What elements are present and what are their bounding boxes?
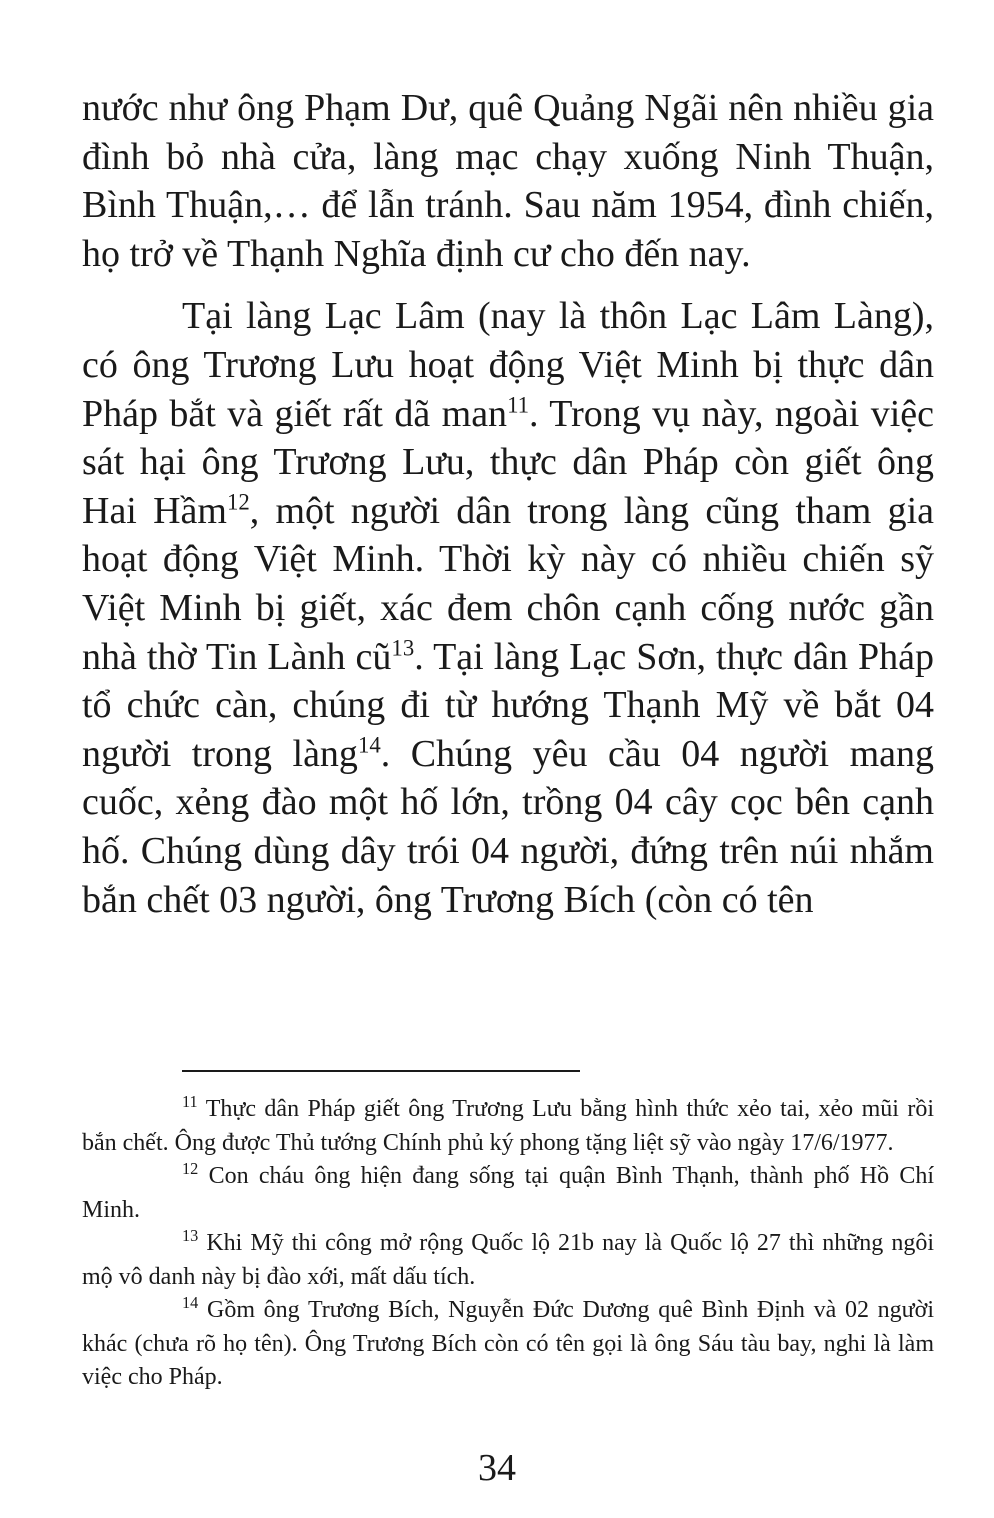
paragraph-2 xyxy=(82,292,934,924)
text-run: Tại làng Lạc Lâm (nay là thôn Lạc Lâm Làng), có ông Trương Lưu hoạt động Việt Minh bị thực dân Pháp bắt và giết rất dã man xyxy=(82,295,934,435)
footnote-11 xyxy=(82,1093,934,1160)
text-run: . Chúng yêu cầu 04 người mang cuốc, xẻng đào một hố lớn, trồng 04 cây cọc bên cạnh hố. Chúng dùng dây trói 04 người, đứng trên núi nhắm bắn chết 03 người, ông Trương Bích (còn có tên xyxy=(82,732,934,921)
footnote-ref-14[interactable]: 14 xyxy=(357,732,381,758)
footnote-12 xyxy=(82,1160,934,1227)
text-run: . Trong vụ này, ngoài việc sát hại ông Trương Lưu, thực dân Pháp còn giết ông Hai Hầm xyxy=(82,392,934,532)
footnote-number: 12 xyxy=(182,1159,199,1178)
text-run: . Tại làng Lạc Sơn, thực dân Pháp tổ chức càn, chúng đi từ hướng Thạnh Mỹ về bắt 04 người trong làng xyxy=(82,635,934,775)
text-run: nước như ông Phạm Dư, quê Quảng Ngãi nên nhiều gia đình bỏ nhà cửa, làng mạc chạy xuống Ninh Thuận, Bình Thuận,… để lẫn tránh. Sau năm 1954, đình chiến, họ trở về Thạnh Nghĩa định cư cho đến nay. xyxy=(82,87,934,275)
footnote-14 xyxy=(82,1294,934,1395)
footnote-text: Con cháu ông hiện đang sống tại quận Bình Thạnh, thành phố Hồ Chí Minh. xyxy=(82,1163,934,1223)
footnote-number: 14 xyxy=(182,1293,199,1312)
footnote-ref-11[interactable]: 11 xyxy=(507,391,530,417)
footnote-13 xyxy=(82,1227,934,1294)
footnotes xyxy=(82,1093,934,1395)
footnote-ref-13[interactable]: 13 xyxy=(391,634,415,660)
footnote-text: Khi Mỹ thi công mở rộng Quốc lộ 21b nay là Quốc lộ 27 thì những ngôi mộ vô danh này bị đào xới, mất dấu tích. xyxy=(82,1230,934,1290)
main-text xyxy=(82,84,934,924)
footnote-text: Gồm ông Trương Bích, Nguyễn Đức Dương quê Bình Định và 02 người khác (chưa rõ họ tên). Ông Trương Bích còn có tên gọi là ông Sáu tàu bay, nghi là làm việc cho Pháp. xyxy=(82,1297,934,1390)
page-number: 34 xyxy=(478,1447,516,1489)
footnote-ref-12[interactable]: 12 xyxy=(226,489,250,515)
footnote-number: 11 xyxy=(182,1092,198,1111)
paragraph-1 xyxy=(82,84,934,278)
footnote-text: Thực dân Pháp giết ông Trương Lưu bằng hình thức xẻo tai, xẻo mũi rồi bắn chết. Ông được Thủ tướng Chính phủ ký phong tặng liệt sỹ vào ngày 17/6/1977. xyxy=(82,1096,934,1156)
footnote-number: 13 xyxy=(182,1226,199,1245)
text-run: , một người dân trong làng cũng tham gia hoạt động Việt Minh. Thời kỳ này có nhiều chiến sỹ Việt Minh bị giết, xác đem chôn cạnh cống nước gần nhà thờ Tin Lành cũ xyxy=(82,489,934,678)
footnote-separator xyxy=(182,1070,580,1072)
